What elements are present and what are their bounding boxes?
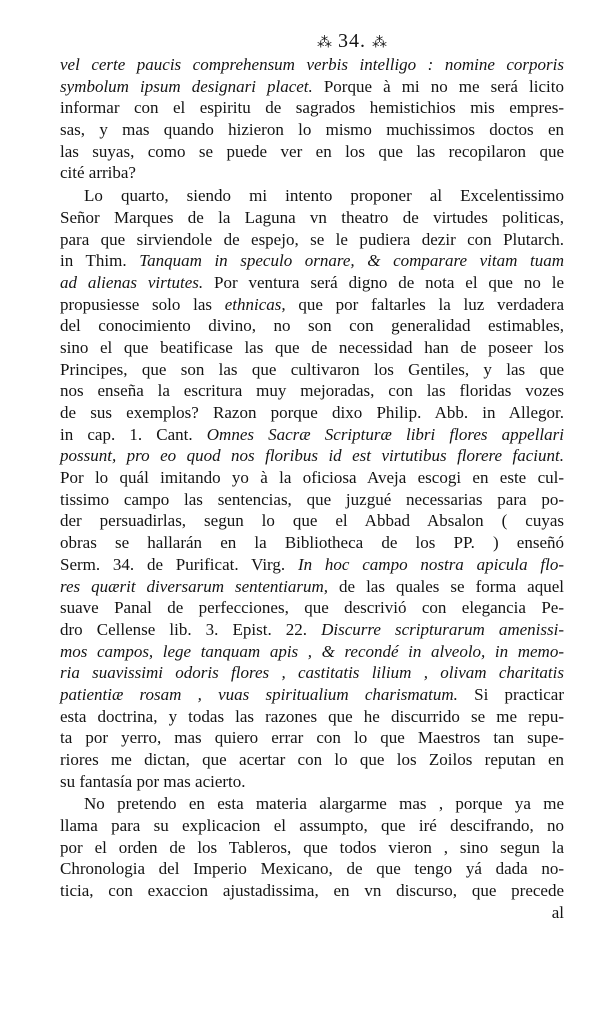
- text-segment: las suyas, como se puede ver en los que las recopilaron que: [60, 141, 564, 161]
- text-line: [60, 272, 564, 294]
- latin-quotation: mos campos, lege tanquam apis , & recondé in alveolo, in memo-: [60, 641, 564, 661]
- text-segment: in Thim.: [60, 251, 140, 271]
- text-line: [60, 749, 564, 771]
- text-segment: sas, y mas quando hizieron lo mismo muchissimos doctos en: [60, 120, 564, 140]
- text-line: [60, 837, 564, 859]
- latin-quotation: Tanquam in speculo ornare, & comparare vitam tuam: [139, 251, 564, 271]
- latin-quotation: symbolum ipsum designari placet.: [60, 76, 313, 96]
- text-segment: obras se hallarán en la Bibliotheca de los PP. ) enseñó: [60, 533, 564, 553]
- text-segment: der persuadirlas, segun lo que el Abbad Absalon ( cuyas: [60, 511, 564, 531]
- text-segment: No pretendo en esta materia alargarme mas , porque ya me: [84, 794, 564, 814]
- text-line: [60, 880, 564, 902]
- text-segment: para que sirviendole de espejo, se le pudiera dezir con Plutarch.: [60, 229, 564, 249]
- ornament-right-icon: ⁂: [372, 35, 387, 51]
- text-line: [60, 858, 564, 880]
- text-line: [60, 793, 564, 815]
- ornament-left-icon: ⁂: [317, 35, 332, 51]
- latin-quotation: patientiæ rosam , vuas spiritualium charismatum.: [60, 684, 458, 704]
- text-segment: Si practicar: [457, 684, 564, 704]
- text-line: [60, 554, 564, 576]
- text-line: [60, 229, 564, 251]
- text-line: [60, 684, 564, 706]
- text-line: [60, 771, 564, 793]
- text-line: [60, 532, 564, 554]
- text-segment: de sus exemplos? Razon porque dixo Philip. Abb. in Allegor.: [60, 403, 564, 422]
- text-line: [60, 119, 564, 141]
- text-segment: Serm. 34. de Purificat. Virg.: [60, 554, 298, 574]
- text-segment: nos enseña la escritura muy mejoradas, con las floridas vozes: [60, 381, 564, 401]
- text-line: [60, 424, 564, 446]
- latin-quotation: res quærit diversarum sententiarum,: [60, 576, 329, 596]
- latin-quotation: possunt, pro eo quod nos floribus id est virtutibus florere faciunt.: [60, 446, 564, 466]
- latin-quotation: In hoc campo nostra apicula flo-: [297, 554, 564, 574]
- text-line: [60, 641, 564, 663]
- text-line: [60, 359, 564, 381]
- text-line: [60, 337, 564, 359]
- text-line: [60, 402, 564, 424]
- text-line: [60, 576, 564, 598]
- text-segment: dro Cellense lib. 3. Epist. 22.: [60, 619, 322, 639]
- text-line: [60, 597, 564, 619]
- text-segment: suave Panal de perfecciones, que descrivió con elegancia Pe-: [60, 598, 564, 618]
- text-line: [60, 662, 564, 684]
- text-segment: su fantasía por mas acierto.: [60, 771, 246, 791]
- text-line: [60, 97, 564, 119]
- text-line: [60, 162, 564, 184]
- text-line: [60, 76, 564, 98]
- text-segment: ta por yerro, mas quiero errar con lo que Maestros tan supe-: [60, 728, 564, 748]
- text-line: [60, 706, 564, 728]
- catchword: al: [551, 902, 564, 922]
- text-line: [60, 54, 564, 76]
- text-segment: llama para su explicacion el assumpto, que iré descifrando, no: [60, 816, 564, 836]
- text-segment: riores me dictan, que acertar con lo que los Zoilos reputan en: [60, 750, 564, 769]
- text-segment: Por ventura será digno de nota el que no le: [203, 272, 565, 292]
- text-line: [60, 294, 564, 316]
- text-segment: del conocimiento divino, no son con generalidad estimables,: [60, 316, 564, 336]
- text-segment: Por lo quál imitando yo à la oficiosa Aveja escogi en este cul-: [60, 468, 564, 488]
- text-line: [60, 445, 564, 467]
- text-line: [60, 619, 564, 641]
- text-line: [60, 141, 564, 163]
- text-segment: informar con el espiritu de sagrados hemistichios mis empres-: [60, 98, 564, 118]
- latin-quotation: ria suavissimi odoris flores , castitatis lilium , olivam charitatis: [60, 663, 564, 683]
- text-line: [60, 185, 564, 207]
- text-segment: Señor Marques de la Laguna vn theatro de virtudes politicas,: [60, 207, 564, 227]
- text-line: [60, 380, 564, 402]
- text-segment: in cap. 1. Cant.: [60, 424, 207, 444]
- text-segment: que por faltarles la luz verdadera: [285, 294, 564, 314]
- latin-quotation: Omnes Sacræ Scripturæ libri flores appellari: [206, 424, 564, 444]
- text-segment: por el orden de los Tableros, que todos vieron , sino segun la: [60, 837, 564, 857]
- text-segment: cité arriba?: [60, 163, 136, 183]
- text-line: [60, 727, 564, 749]
- text-line: [60, 510, 564, 532]
- text-line: [60, 207, 564, 229]
- text-segment: sino el que beatificase las que de necessidad han de poseer los: [60, 337, 564, 357]
- text-segment: esta doctrina, y todas las razones que he discurrido se me repu-: [60, 706, 564, 726]
- latin-quotation: ethnicas,: [224, 294, 286, 314]
- text-segment: tissimo campo las sentencias, que juzgué necessarias para po-: [60, 489, 564, 509]
- body-text: [60, 54, 564, 902]
- latin-quotation: vel certe paucis comprehensum verbis intelligo : nomine corporis: [60, 55, 564, 74]
- page-number: 34.: [338, 30, 366, 52]
- text-line: [60, 489, 564, 511]
- text-line: [60, 250, 564, 272]
- text-segment: propusiesse solo las: [60, 294, 225, 314]
- text-line: [60, 815, 564, 837]
- text-segment: Chronologia del Imperio Mexicano, de que tengo yá dada no-: [60, 859, 564, 879]
- text-segment: Lo quarto, siendo mi intento proponer al Excelentissimo: [84, 186, 564, 206]
- text-segment: Principes, que son las que cultivaron los Gentiles, y las que: [60, 359, 564, 379]
- text-segment: de las quales se forma aquel: [328, 576, 564, 596]
- latin-quotation: ad alienas virtutes.: [60, 272, 204, 292]
- latin-quotation: Discurre scripturarum amenissi-: [321, 619, 565, 639]
- text-segment: ticia, con exaccion ajustadissima, en vn discurso, que precede: [60, 881, 564, 901]
- text-line: [60, 315, 564, 337]
- text-line: [60, 467, 564, 489]
- text-segment: Porque à mi no me será licito: [312, 76, 564, 96]
- page-header: [140, 30, 564, 54]
